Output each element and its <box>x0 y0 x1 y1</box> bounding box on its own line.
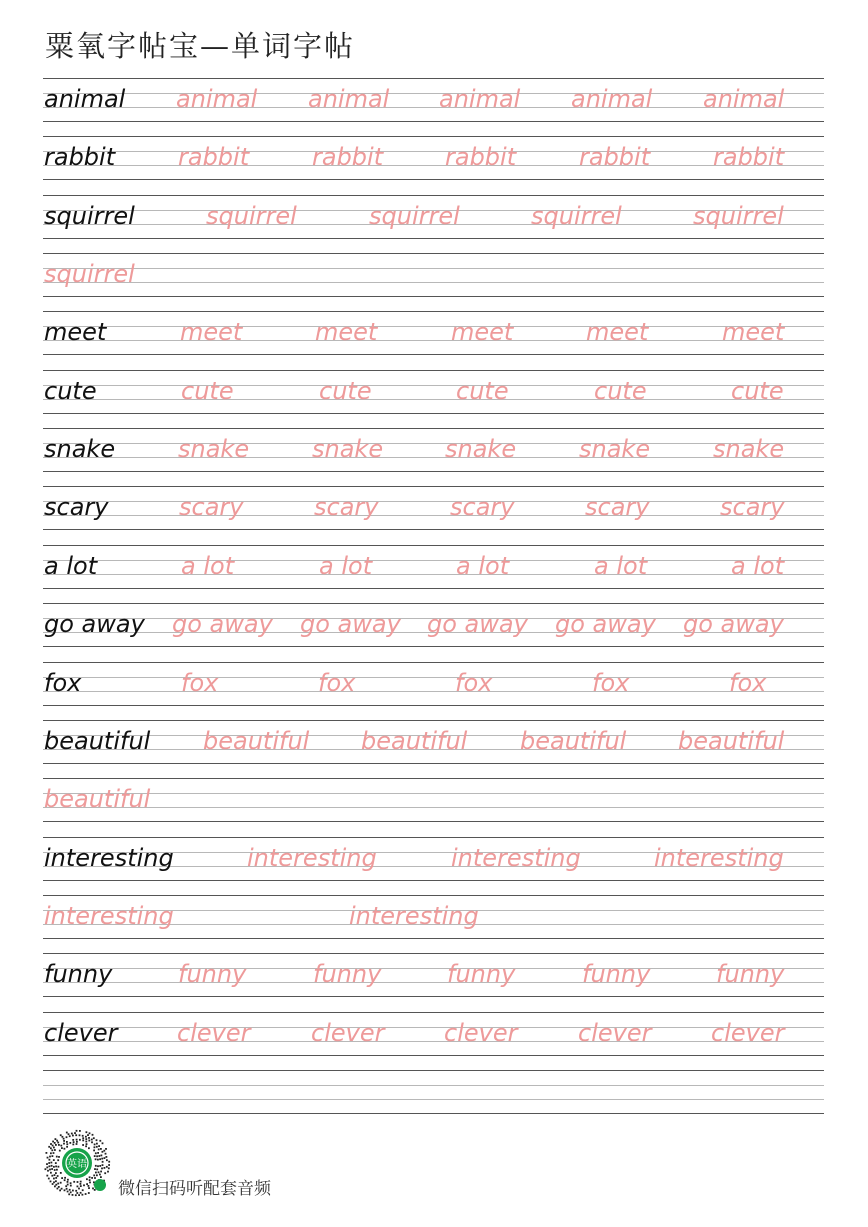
guide-line <box>43 588 824 589</box>
trace-word: squirrel <box>44 260 135 288</box>
trace-word: cute <box>181 377 234 405</box>
model-word: meet <box>44 318 107 346</box>
guide-line <box>43 282 824 283</box>
trace-word: rabbit <box>312 143 384 171</box>
trace-word: squirrel <box>206 202 297 230</box>
practice-row <box>43 1070 824 1114</box>
practice-row <box>43 895 824 939</box>
trace-word: animal <box>176 85 258 113</box>
guide-line <box>43 1012 824 1013</box>
trace-word: funny <box>716 960 785 988</box>
model-word: funny <box>44 960 113 988</box>
model-word: interesting <box>44 844 174 872</box>
guide-line <box>43 486 824 487</box>
trace-word: funny <box>178 960 247 988</box>
guide-line <box>43 763 824 764</box>
guide-line <box>43 529 824 530</box>
model-word: a lot <box>44 552 98 580</box>
guide-line <box>43 778 824 779</box>
trace-word: fox <box>455 669 493 697</box>
guide-line <box>43 793 824 794</box>
trace-word: cute <box>594 377 647 405</box>
guide-line <box>43 677 824 678</box>
trace-word: cute <box>456 377 509 405</box>
trace-word: scary <box>179 493 244 521</box>
model-word: beautiful <box>44 727 151 755</box>
qr-code-icon[interactable] <box>42 1128 114 1198</box>
guide-line <box>43 646 824 647</box>
guide-line <box>43 1085 824 1086</box>
model-word: clever <box>44 1019 118 1047</box>
trace-word: a lot <box>594 552 648 580</box>
guide-line <box>43 165 824 166</box>
trace-word: snake <box>445 435 517 463</box>
guide-line <box>43 691 824 692</box>
guide-line <box>43 1113 824 1114</box>
model-word: fox <box>44 669 82 697</box>
trace-word: go away <box>172 610 273 638</box>
trace-word: a lot <box>456 552 510 580</box>
trace-word: cute <box>731 377 784 405</box>
guide-line <box>43 253 824 254</box>
trace-word: clever <box>444 1019 518 1047</box>
guide-line <box>43 1055 824 1056</box>
guide-line <box>43 195 824 196</box>
practice-row <box>43 662 824 706</box>
guide-line <box>43 603 824 604</box>
guide-line <box>43 515 824 516</box>
trace-word: meet <box>451 318 514 346</box>
trace-word: fox <box>318 669 356 697</box>
guide-line <box>43 720 824 721</box>
trace-word: a lot <box>319 552 373 580</box>
trace-word: snake <box>713 435 785 463</box>
practice-row <box>43 486 824 530</box>
qr-badge-text: 英语 <box>67 1159 87 1170</box>
trace-word: beautiful <box>361 727 468 755</box>
guide-line <box>43 938 824 939</box>
guide-line <box>43 413 824 414</box>
practice-row <box>43 428 824 472</box>
trace-word: clever <box>311 1019 385 1047</box>
trace-word: scary <box>450 493 515 521</box>
guide-line <box>43 1099 824 1100</box>
trace-word: beautiful <box>44 785 151 813</box>
model-word: animal <box>44 85 126 113</box>
guide-line <box>43 837 824 838</box>
trace-word: beautiful <box>678 727 785 755</box>
practice-row <box>43 253 824 297</box>
guide-line <box>43 821 824 822</box>
trace-word: a lot <box>181 552 235 580</box>
guide-line <box>43 880 824 881</box>
trace-word: go away <box>555 610 656 638</box>
trace-word: squirrel <box>369 202 460 230</box>
guide-line <box>43 895 824 896</box>
trace-word: fox <box>181 669 219 697</box>
trace-word: scary <box>314 493 379 521</box>
footer-caption: 微信扫码听配套音频 <box>118 1179 271 1199</box>
practice-row <box>43 78 824 122</box>
trace-word: interesting <box>247 844 377 872</box>
guide-line <box>43 968 824 969</box>
trace-word: clever <box>177 1019 251 1047</box>
guide-line <box>43 443 824 444</box>
model-word: cute <box>44 377 97 405</box>
guide-line <box>43 151 824 152</box>
footer <box>42 1128 442 1198</box>
guide-line <box>43 428 824 429</box>
practice-row <box>43 953 824 997</box>
trace-word: rabbit <box>579 143 651 171</box>
guide-line <box>43 662 824 663</box>
guide-line <box>43 399 824 400</box>
guide-line <box>43 340 824 341</box>
guide-line <box>43 78 824 79</box>
guide-line <box>43 560 824 561</box>
trace-word: interesting <box>451 844 581 872</box>
trace-word: snake <box>312 435 384 463</box>
guide-line <box>43 121 824 122</box>
guide-line <box>43 982 824 983</box>
model-word: squirrel <box>44 202 135 230</box>
trace-word: rabbit <box>445 143 517 171</box>
guide-line <box>43 326 824 327</box>
guide-line <box>43 953 824 954</box>
guide-line <box>43 996 824 997</box>
guide-line <box>43 807 824 808</box>
trace-word: squirrel <box>531 202 622 230</box>
guide-line <box>43 545 824 546</box>
practice-row <box>43 720 824 764</box>
guide-line <box>43 501 824 502</box>
trace-word: fox <box>592 669 630 697</box>
guide-line <box>43 385 824 386</box>
trace-word: meet <box>315 318 378 346</box>
practice-row <box>43 778 824 822</box>
guide-line <box>43 268 824 269</box>
trace-word: go away <box>683 610 784 638</box>
trace-word: animal <box>308 85 390 113</box>
trace-word: go away <box>300 610 401 638</box>
guide-line <box>43 705 824 706</box>
model-word: scary <box>44 493 109 521</box>
trace-word: animal <box>439 85 521 113</box>
trace-word: clever <box>578 1019 652 1047</box>
practice-row <box>43 195 824 239</box>
trace-word: animal <box>571 85 653 113</box>
guide-line <box>43 370 824 371</box>
trace-word: rabbit <box>178 143 250 171</box>
guide-line <box>43 457 824 458</box>
practice-row <box>43 545 824 589</box>
trace-word: beautiful <box>520 727 627 755</box>
practice-row <box>43 603 824 647</box>
guide-line <box>43 179 824 180</box>
guide-line <box>43 136 824 137</box>
trace-word: meet <box>722 318 785 346</box>
trace-word: animal <box>703 85 785 113</box>
trace-word: beautiful <box>203 727 310 755</box>
guide-line <box>43 296 824 297</box>
guide-line <box>43 1070 824 1071</box>
guide-line <box>43 311 824 312</box>
trace-word: meet <box>586 318 649 346</box>
guide-line <box>43 471 824 472</box>
trace-word: scary <box>720 493 785 521</box>
trace-word: funny <box>582 960 651 988</box>
practice-row <box>43 311 824 355</box>
trace-word: meet <box>180 318 243 346</box>
trace-word: go away <box>427 610 528 638</box>
trace-word: funny <box>447 960 516 988</box>
page-title: 粟氧字帖宝—单词字帖 <box>45 29 356 63</box>
trace-word: funny <box>313 960 382 988</box>
model-word: rabbit <box>44 143 116 171</box>
model-word: snake <box>44 435 116 463</box>
trace-word: scary <box>585 493 650 521</box>
practice-row <box>43 136 824 180</box>
trace-word: clever <box>711 1019 785 1047</box>
guide-line <box>43 1041 824 1042</box>
trace-word: cute <box>319 377 372 405</box>
trace-word: fox <box>729 669 767 697</box>
trace-word: rabbit <box>713 143 785 171</box>
practice-row <box>43 837 824 881</box>
trace-word: squirrel <box>693 202 784 230</box>
practice-row <box>43 370 824 414</box>
guide-line <box>43 574 824 575</box>
trace-word: interesting <box>349 902 479 930</box>
guide-line <box>43 354 824 355</box>
trace-word: snake <box>579 435 651 463</box>
trace-word: snake <box>178 435 250 463</box>
trace-word: interesting <box>44 902 174 930</box>
practice-row <box>43 1012 824 1056</box>
guide-line <box>43 1027 824 1028</box>
trace-word: interesting <box>654 844 784 872</box>
trace-word: a lot <box>731 552 785 580</box>
guide-line <box>43 238 824 239</box>
model-word: go away <box>44 610 145 638</box>
